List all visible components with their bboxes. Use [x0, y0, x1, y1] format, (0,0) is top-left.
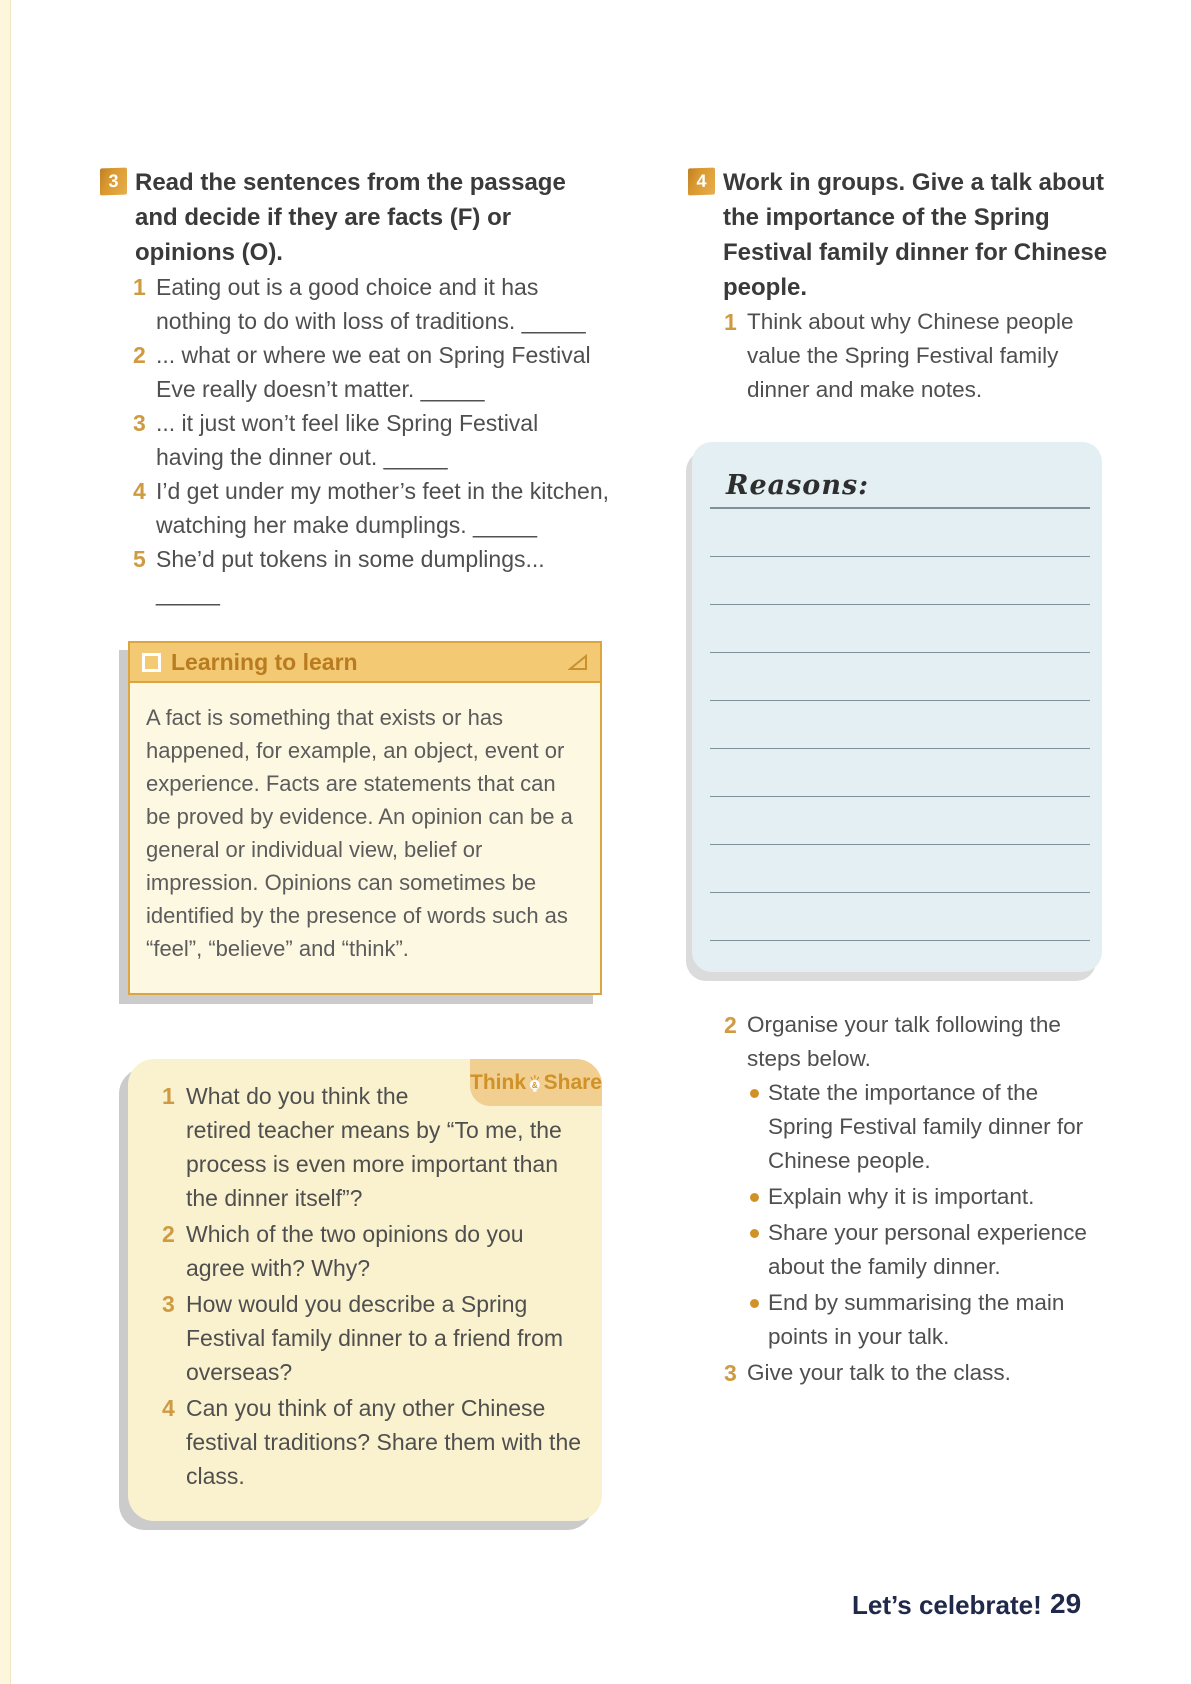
- square-icon: [142, 653, 161, 672]
- exercise-3-title: Read the sentences from the passage and decide if they are facts (F) or opinions (O).: [135, 169, 566, 266]
- bullet-item: End by summarising the main points in your talk.: [750, 1286, 1108, 1354]
- list-item: [133, 406, 612, 474]
- exercise-3-number-badge: 3: [100, 168, 127, 196]
- writing-line[interactable]: [710, 653, 1090, 701]
- question-item: [162, 1391, 582, 1493]
- right-column: [688, 165, 1108, 1390]
- question-item: [162, 1217, 582, 1285]
- list-item: [133, 270, 612, 338]
- svg-text:&: &: [531, 1080, 538, 1090]
- writing-line[interactable]: [710, 701, 1090, 749]
- exercise-4-header: [688, 165, 1108, 305]
- item-number: 2: [133, 342, 146, 368]
- think-share-badge: [470, 1059, 602, 1106]
- list-item: [133, 542, 612, 610]
- writing-line[interactable]: [710, 509, 1090, 557]
- question-number: 1: [162, 1083, 175, 1109]
- question-text: Which of the two opinions do you agree with? Why?: [186, 1221, 524, 1281]
- item-number: 1: [133, 274, 146, 300]
- exercise-3-list: [100, 270, 612, 610]
- left-column: [100, 165, 612, 1521]
- page-number: 29: [1050, 1588, 1082, 1619]
- exercise-3-header: [100, 165, 612, 270]
- question-text: How would you describe a Spring Festival family dinner to a friend from overseas?: [186, 1291, 564, 1385]
- unit-title: Let’s celebrate!: [852, 1590, 1042, 1620]
- step-number: 1: [724, 309, 737, 335]
- list-item: [133, 474, 612, 542]
- question-text: What do you think the retired teacher means by “To me, the process is even more important than the dinner itself”?: [186, 1079, 582, 1215]
- step-number: 2: [724, 1012, 737, 1038]
- share-label: Share: [543, 1070, 602, 1094]
- exercise-4-number-badge: 4: [688, 168, 715, 196]
- question-item: [162, 1287, 582, 1389]
- writing-line[interactable]: [710, 749, 1090, 797]
- page-edge-stripe: [0, 0, 11, 1684]
- learning-box-title: Learning to learn: [171, 648, 358, 675]
- item-number: 4: [133, 478, 146, 504]
- think-label: Think: [470, 1070, 526, 1094]
- item-number: 3: [133, 410, 146, 436]
- writing-line[interactable]: [710, 605, 1090, 653]
- writing-line[interactable]: [710, 797, 1090, 845]
- bullet-item: State the importance of the Spring Festival family dinner for Chinese people.: [750, 1076, 1108, 1178]
- exercise-4-steps-3: [688, 1356, 1108, 1390]
- reasons-notes-box[interactable]: [692, 442, 1102, 972]
- item-text: I’d get under my mother’s feet in the kitchen, watching her make dumplings. _____: [156, 478, 610, 538]
- item-text: She’d put tokens in some dumplings... _____: [156, 546, 545, 606]
- lightbulb-icon: [528, 1068, 542, 1098]
- think-share-questions: [150, 1079, 582, 1493]
- writing-line[interactable]: [710, 893, 1090, 941]
- triangle-icon: [568, 654, 588, 671]
- item-text: Eating out is a good choice and it has nothing to do with loss of traditions. _____: [156, 274, 586, 334]
- exercise-4-steps-2: [688, 1008, 1108, 1076]
- item-number: 5: [133, 546, 146, 572]
- step-text: Give your talk to the class.: [747, 1360, 1011, 1385]
- step-text: Think about why Chinese people value the Spring Festival family dinner and make notes.: [747, 309, 1074, 402]
- reasons-label: Reasons:: [710, 470, 1090, 509]
- question-number: 3: [162, 1291, 175, 1317]
- bullet-item: Share your personal experience about the family dinner.: [750, 1216, 1108, 1284]
- step-item: [724, 305, 1108, 407]
- item-text: ... it just won’t feel like Spring Festival having the dinner out. _____: [156, 410, 539, 470]
- think-share-box: [128, 1059, 602, 1521]
- learning-box-text: A fact is something that exists or has happened, for example, an object, event or experience. Facts are statements that can be proved by evidence. An opinion can be a general or individual view, belief or impression. Opinions can sometimes be identified by the presence of words such as “feel”, “believe” and “think”.: [146, 705, 573, 961]
- exercise-4-steps: [688, 305, 1108, 407]
- step-number: 3: [724, 1360, 737, 1386]
- writing-line[interactable]: [710, 845, 1090, 893]
- exercise-4-title: Work in groups. Give a talk about the importance of the Spring Festival family dinner for Chinese people.: [723, 169, 1108, 301]
- step-item: [724, 1356, 1108, 1390]
- question-text: Can you think of any other Chinese festival traditions? Share them with the class.: [186, 1395, 582, 1489]
- question-number: 2: [162, 1221, 175, 1247]
- item-text: ... what or where we eat on Spring Festival Eve really doesn’t matter. _____: [156, 342, 591, 402]
- question-number: 4: [162, 1395, 175, 1421]
- step-text: Organise your talk following the steps below.: [747, 1012, 1061, 1071]
- writing-line[interactable]: [710, 557, 1090, 605]
- learning-to-learn-box: [128, 641, 602, 995]
- learning-box-header: [130, 643, 600, 683]
- talk-steps-bullets: [688, 1076, 1108, 1354]
- step-item: [724, 1008, 1108, 1076]
- bullet-item: Explain why it is important.: [750, 1180, 1108, 1214]
- list-item: [133, 338, 612, 406]
